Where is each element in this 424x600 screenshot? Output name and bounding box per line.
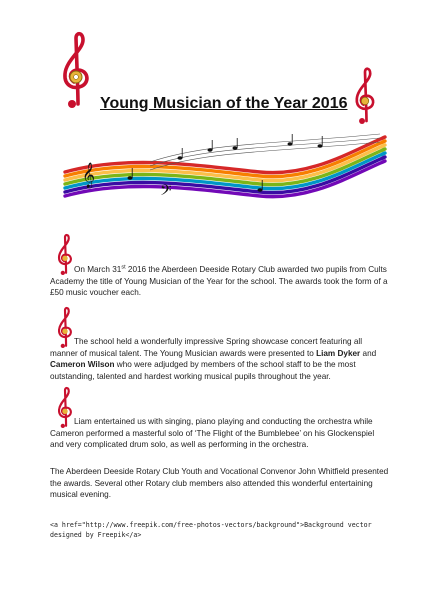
paragraph-concert xyxy=(50,336,390,382)
paragraph-text: On March 31 xyxy=(74,265,122,274)
treble-clef-rotary-icon xyxy=(56,30,96,108)
rainbow-music-staff xyxy=(60,132,390,208)
page-title: Young Musician of the Year 2016 xyxy=(100,95,348,112)
winner-name: Liam Dyker xyxy=(316,348,361,358)
paragraph-presentation: The Aberdeen Deeside Rotary Club Youth and Vocational Convenor John Whitfield presented the awards. Several other Rotary club members also attended this wonderful entertaining musical evening. xyxy=(50,467,389,499)
paragraph-text: and xyxy=(360,348,377,358)
svg-text:𝄞: 𝄞 xyxy=(82,163,96,188)
winner-name: Cameron Wilson xyxy=(50,360,115,369)
paragraph-text: who were adjudged by members of the school staff to be the most outstanding, talented and hardest working musical pupils throughout the year. xyxy=(50,360,356,381)
paragraph-text: 2016 the Aberdeen Deeside Rotary Club awarded two pupils from Cults Academy the title of Young Musician of the Year for the school. The awards took the form of a £50 music voucher each. xyxy=(50,265,388,297)
paragraph-award-intro xyxy=(50,264,390,299)
image-credit: <a href="http://www.freepik.com/free-photos-vectors/background">Background vector designed by Freepik</a> xyxy=(50,521,372,539)
treble-clef-icon xyxy=(350,66,380,124)
svg-text:𝄢: 𝄢 xyxy=(160,182,172,203)
ordinal-suffix: st xyxy=(121,264,126,271)
paragraph-performances xyxy=(50,416,390,451)
paragraph-text: Liam entertained us with singing, piano playing and conducting the orchestra while Cameron performed a masterful solo of ‘The Flight of the Bumblebee’ on his Glockenspiel and very complicated drum solo, as well as performing in the orchestra. xyxy=(50,417,375,449)
paragraph-text: The school held a wonderfully impressive Spring showcase concert featuring all manner of musical talent. The Young Musician awards were presented to xyxy=(50,337,363,358)
